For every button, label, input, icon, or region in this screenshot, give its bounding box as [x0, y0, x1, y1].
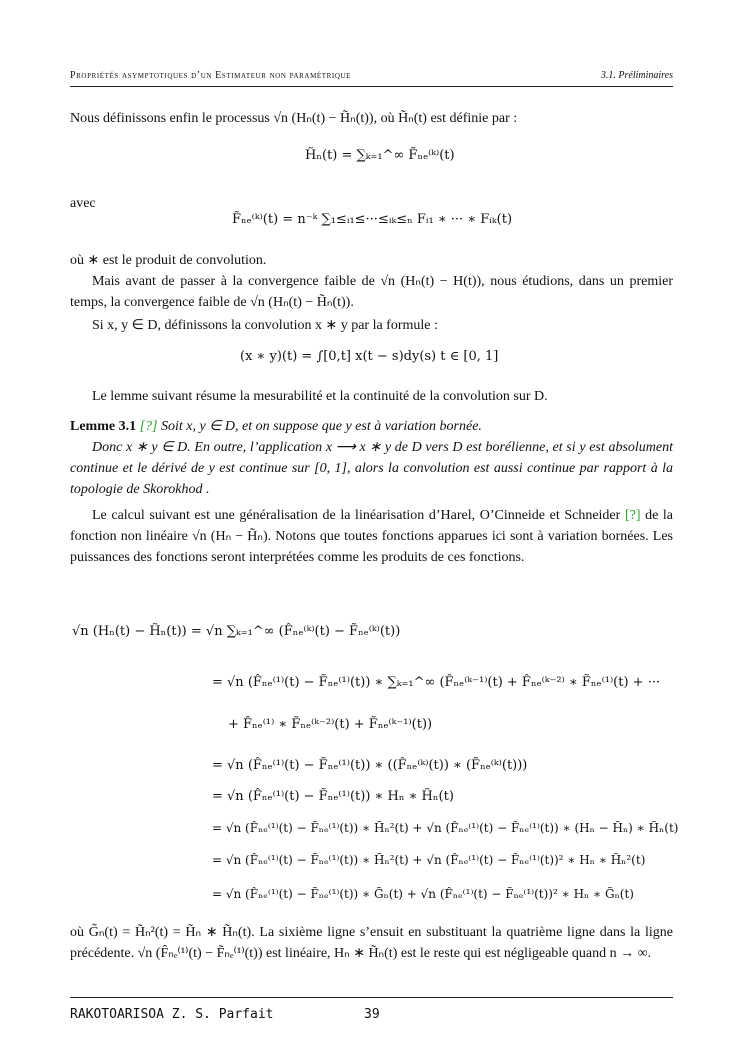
closing-paragraph: où G̃ₙ(t) = H̃ₙ²(t) = H̃ₙ ∗ H̃ₙ(t). La sixième ligne s’ensuit en substituant la quatrième ligne dans la ligne précédente. √n (F̂ₙₑ⁽¹⁾(t) − F̃ₙₑ⁽¹⁾(t)) est linéaire, Hₙ ∗ H̃ₙ(t) est le reste qui est négligeable quand n → ∞.: [70, 925, 673, 961]
equation-convolution: (x ∗ y)(t) = ∫[0,t] x(t − s)dy(s) t ∈ [0, 1]: [240, 349, 499, 364]
page-number: 39: [364, 1007, 380, 1022]
lemma-block: [70, 416, 673, 437]
derivation-line-6: = √n (F̂ₙₑ⁽¹⁾(t) − F̃ₙₑ⁽¹⁾(t)) ∗ H̃ₙ²(t) + √n (F̂ₙₑ⁽¹⁾(t) − F̃ₙₑ⁽¹⁾(t)) ∗ (Hₙ − H̃ₙ) ∗ H̃ₙ(t): [212, 821, 679, 835]
lemma-statement-2: Donc x ∗ y ∈ D. En outre, l’application x ⟶ x ∗ y de D vers D est borélienne, et si y est absolument continue et le dérivé de y est continue sur [0, 1], alors la convolution est aussi continue par rapport à la topologie de Skorokhod .: [70, 440, 673, 497]
derivation-line-2: = √n (F̂ₙₑ⁽¹⁾(t) − F̃ₙₑ⁽¹⁾(t)) ∗ ∑ₖ₌₁^∞ (F̂ₙₑ⁽ᵏ⁻¹⁾(t) + F̂ₙₑ⁽ᵏ⁻²⁾ ∗ F̃ₙₑ⁽¹⁾(t) + ···: [212, 675, 661, 690]
derivation-line-4: = √n (F̂ₙₑ⁽¹⁾(t) − F̃ₙₑ⁽¹⁾(t)) ∗ ((F̂ₙₑ⁽ᵏ⁾(t)) ∗ (F̃ₙₑ⁽ᵏ⁾(t))): [212, 758, 528, 773]
paragraph-weak-convergence: Mais avant de passer à la convergence faible de √n (Hₙ(t) − H(t)), nous étudions, dans un premier temps, la convergence faible de √n (Hₙ(t) − H̃ₙ(t)).: [70, 274, 673, 310]
convolution-sentence: où ∗ est le produit de convolution.: [70, 253, 267, 268]
paragraph-convolution-def: Si x, y ∈ D, définissons la convolution x ∗ y par la formule :: [92, 318, 438, 333]
intro-paragraph: Nous définissons enfin le processus √n (Hₙ(t) − H̃ₙ(t)), où H̃ₙ(t) est définie par :: [70, 111, 518, 126]
avec-text: avec: [70, 196, 96, 211]
running-header-title: Propriétés asymptotiques d’un Estimateur non paramétrique: [70, 70, 352, 81]
equation-f-tilde: F̃ₙₑ⁽ᵏ⁾(t) = n⁻ᵏ ∑₁≤ᵢ₁≤···≤ᵢₖ≤ₙ Fᵢ₁ ∗ ··· ∗ Fᵢₖ(t): [232, 212, 513, 227]
derivation-line-3: + F̂ₙₑ⁽¹⁾ ∗ F̃ₙₑ⁽ᵏ⁻²⁾(t) + F̃ₙₑ⁽ᵏ⁻¹⁾(t)): [228, 717, 433, 732]
header-rule: [70, 86, 673, 87]
lemma-title: Lemme 3.1: [70, 419, 137, 434]
lemma-citation-link[interactable]: [?]: [139, 419, 158, 434]
linearisation-text-b: de la fonction non linéaire √n (Hₙ − H̃ₙ). Notons que toutes fonctions apparues ici sont à variation bornées. Les puissances des fonctions seront interprétées comme les produits de ces fonctions.: [70, 508, 674, 565]
derivation-line-7: = √n (F̂ₙₑ⁽¹⁾(t) − F̃ₙₑ⁽¹⁾(t)) ∗ H̃ₙ²(t) + √n (F̂ₙₑ⁽¹⁾(t) − F̃ₙₑ⁽¹⁾(t))² ∗ Hₙ ∗ H̃ₙ²(t): [212, 853, 646, 867]
linearisation-citation-link[interactable]: [?]: [624, 508, 641, 523]
lemma-statement-1: Soit x, y ∈ D, et on suppose que y est à variation bornée.: [161, 419, 482, 434]
derivation-line-1: √n (Hₙ(t) − H̃ₙ(t)) = √n ∑ₖ₌₁^∞ (F̂ₙₑ⁽ᵏ⁾(t) − F̃ₙₑ⁽ᵏ⁾(t)): [72, 624, 401, 639]
running-header-section: 3.1. Préliminaires: [600, 70, 673, 81]
equation-h-tilde: H̃ₙ(t) = ∑ₖ₌₁^∞ F̃ₙₑ⁽ᵏ⁾(t): [305, 148, 455, 163]
linearisation-text-a: Le calcul suivant est une généralisation de la linéarisation d’Harel, O’Cinneide et Schneider: [92, 508, 621, 523]
paragraph-lemma-intro: Le lemme suivant résume la mesurabilité et la continuité de la convolution sur D.: [92, 389, 548, 404]
footer-author: RAKOTOARISOA Z. S. Parfait: [70, 1007, 274, 1022]
derivation-line-5: = √n (F̂ₙₑ⁽¹⁾(t) − F̃ₙₑ⁽¹⁾(t)) ∗ Hₙ ∗ H̃ₙ(t): [212, 789, 454, 804]
footer-rule: [70, 997, 673, 998]
paragraph-linearisation: [70, 505, 673, 568]
derivation-line-8: = √n (F̂ₙₑ⁽¹⁾(t) − F̃ₙₑ⁽¹⁾(t)) ∗ G̃ₙ(t) + √n (F̂ₙₑ⁽¹⁾(t) − F̃ₙₑ⁽¹⁾(t))² ∗ Hₙ ∗ G̃ₙ(t): [212, 887, 634, 901]
